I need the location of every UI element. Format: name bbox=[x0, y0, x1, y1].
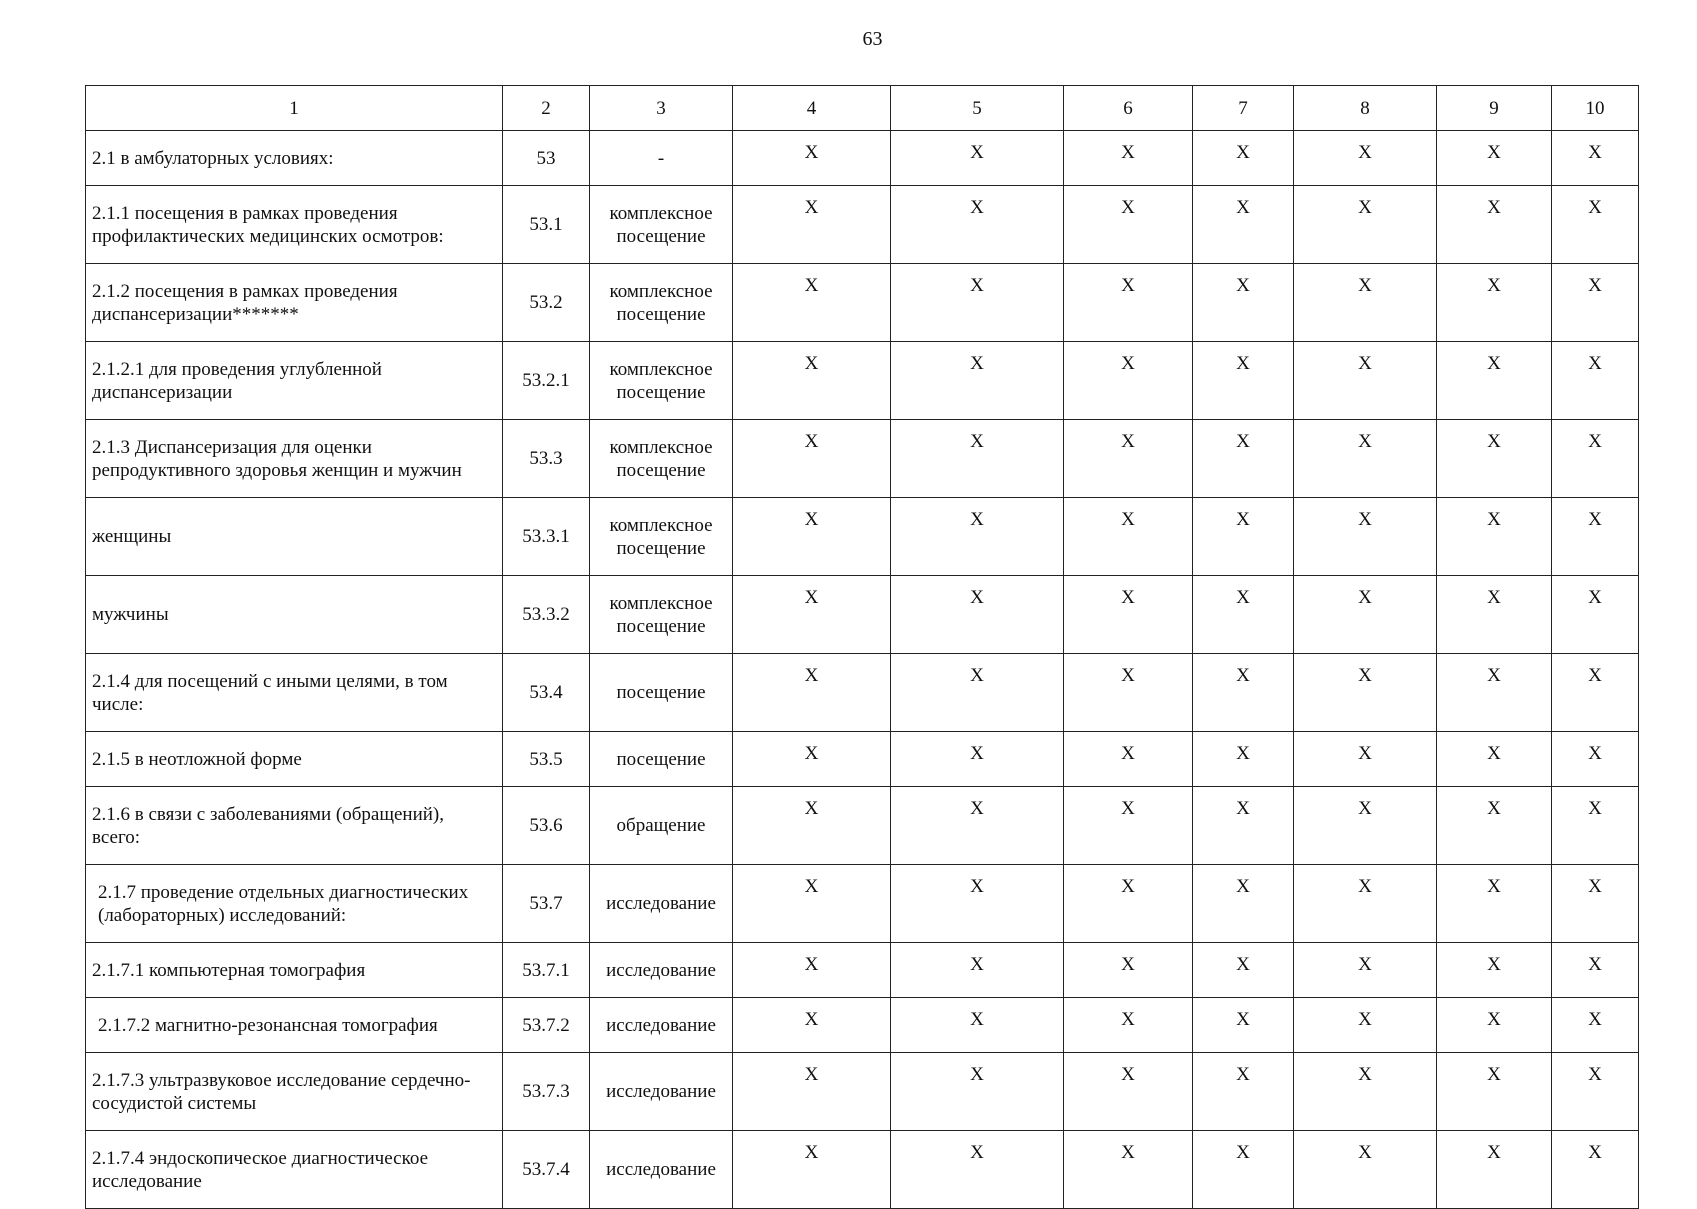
row-mark: X bbox=[1552, 732, 1639, 787]
row-mark: X bbox=[1294, 1131, 1437, 1209]
row-unit: обращение bbox=[590, 787, 733, 865]
row-unit: исследование bbox=[590, 865, 733, 943]
row-mark: X bbox=[1064, 342, 1193, 420]
row-mark: X bbox=[891, 1053, 1064, 1131]
row-mark: X bbox=[1552, 342, 1639, 420]
row-mark: X bbox=[1552, 1053, 1639, 1131]
row-mark: X bbox=[1193, 1131, 1294, 1209]
row-mark: X bbox=[1064, 1053, 1193, 1131]
table-row bbox=[86, 943, 1639, 998]
row-mark: X bbox=[733, 576, 891, 654]
row-unit: исследование bbox=[590, 943, 733, 998]
row-name: 2.1.3 Диспансеризация для оценки репродуктивного здоровья женщин и мужчин bbox=[86, 420, 503, 498]
row-mark: X bbox=[891, 998, 1064, 1053]
row-mark: X bbox=[1193, 732, 1294, 787]
row-mark: X bbox=[1294, 498, 1437, 576]
column-header: 3 bbox=[590, 86, 733, 131]
row-unit: комплексное посещение bbox=[590, 342, 733, 420]
row-code: 53.7 bbox=[503, 865, 590, 943]
row-mark: X bbox=[891, 576, 1064, 654]
row-mark: X bbox=[733, 787, 891, 865]
row-mark: X bbox=[733, 654, 891, 732]
column-header: 1 bbox=[86, 86, 503, 131]
row-unit: комплексное посещение bbox=[590, 264, 733, 342]
row-mark: X bbox=[1193, 498, 1294, 576]
row-mark: X bbox=[1064, 420, 1193, 498]
row-name: 2.1.6 в связи с заболеваниями (обращений), всего: bbox=[86, 787, 503, 865]
row-mark: X bbox=[1064, 732, 1193, 787]
row-mark: X bbox=[1294, 1053, 1437, 1131]
row-name: мужчины bbox=[86, 576, 503, 654]
row-mark: X bbox=[1552, 186, 1639, 264]
table-row bbox=[86, 420, 1639, 498]
row-mark: X bbox=[1193, 787, 1294, 865]
row-mark: X bbox=[1552, 420, 1639, 498]
row-code: 53 bbox=[503, 131, 590, 186]
row-mark: X bbox=[1552, 1131, 1639, 1209]
row-mark: X bbox=[1437, 787, 1552, 865]
row-mark: X bbox=[1294, 186, 1437, 264]
row-code: 53.1 bbox=[503, 186, 590, 264]
row-name: 2.1.2 посещения в рамках проведения диспансеризации******* bbox=[86, 264, 503, 342]
table-row bbox=[86, 576, 1639, 654]
row-mark: X bbox=[891, 865, 1064, 943]
row-mark: X bbox=[1437, 131, 1552, 186]
row-mark: X bbox=[1193, 943, 1294, 998]
row-mark: X bbox=[1552, 943, 1639, 998]
row-mark: X bbox=[1437, 865, 1552, 943]
row-name: 2.1.7.2 магнитно-резонансная томография bbox=[86, 998, 503, 1053]
data-table bbox=[85, 85, 1639, 1209]
row-mark: X bbox=[1294, 998, 1437, 1053]
row-unit: комплексное посещение bbox=[590, 498, 733, 576]
row-name: 2.1.5 в неотложной форме bbox=[86, 732, 503, 787]
row-code: 53.7.3 bbox=[503, 1053, 590, 1131]
row-mark: X bbox=[1552, 498, 1639, 576]
row-unit: комплексное посещение bbox=[590, 420, 733, 498]
row-name: 2.1.4 для посещений с иными целями, в том числе: bbox=[86, 654, 503, 732]
row-code: 53.3.1 bbox=[503, 498, 590, 576]
row-mark: X bbox=[1552, 998, 1639, 1053]
row-name: 2.1.7.4 эндоскопическое диагностическое исследование bbox=[86, 1131, 503, 1209]
row-code: 53.4 bbox=[503, 654, 590, 732]
column-header: 9 bbox=[1437, 86, 1552, 131]
row-mark: X bbox=[891, 732, 1064, 787]
row-mark: X bbox=[1552, 865, 1639, 943]
row-mark: X bbox=[733, 998, 891, 1053]
row-mark: X bbox=[1294, 787, 1437, 865]
row-unit: исследование bbox=[590, 1053, 733, 1131]
table-row bbox=[86, 998, 1639, 1053]
row-code: 53.5 bbox=[503, 732, 590, 787]
row-mark: X bbox=[733, 1053, 891, 1131]
row-mark: X bbox=[1437, 1131, 1552, 1209]
row-mark: X bbox=[733, 342, 891, 420]
row-code: 53.3 bbox=[503, 420, 590, 498]
row-name: 2.1.2.1 для проведения углубленной диспансеризации bbox=[86, 342, 503, 420]
row-mark: X bbox=[1294, 654, 1437, 732]
row-unit: исследование bbox=[590, 1131, 733, 1209]
row-unit: комплексное посещение bbox=[590, 186, 733, 264]
row-name: 2.1.7 проведение отдельных диагностических (лабораторных) исследований: bbox=[86, 865, 503, 943]
row-mark: X bbox=[891, 186, 1064, 264]
row-mark: X bbox=[1294, 420, 1437, 498]
row-mark: X bbox=[733, 186, 891, 264]
row-mark: X bbox=[1064, 998, 1193, 1053]
row-mark: X bbox=[1193, 186, 1294, 264]
row-mark: X bbox=[1294, 943, 1437, 998]
row-mark: X bbox=[891, 498, 1064, 576]
row-mark: X bbox=[1064, 498, 1193, 576]
row-mark: X bbox=[1294, 865, 1437, 943]
row-mark: X bbox=[1294, 576, 1437, 654]
row-mark: X bbox=[1064, 654, 1193, 732]
row-mark: X bbox=[1294, 732, 1437, 787]
row-code: 53.7.1 bbox=[503, 943, 590, 998]
row-mark: X bbox=[1064, 865, 1193, 943]
row-mark: X bbox=[1437, 1053, 1552, 1131]
page-number: 63 bbox=[862, 28, 883, 50]
row-mark: X bbox=[891, 420, 1064, 498]
row-mark: X bbox=[891, 1131, 1064, 1209]
row-mark: X bbox=[1437, 420, 1552, 498]
table-row bbox=[86, 1053, 1639, 1131]
row-name: 2.1.7.3 ультразвуковое исследование сердечно-сосудистой системы bbox=[86, 1053, 503, 1131]
row-mark: X bbox=[733, 264, 891, 342]
row-code: 53.2.1 bbox=[503, 342, 590, 420]
row-mark: X bbox=[733, 943, 891, 998]
row-code: 53.3.2 bbox=[503, 576, 590, 654]
row-mark: X bbox=[1437, 576, 1552, 654]
row-mark: X bbox=[733, 131, 891, 186]
row-code: 53.7.2 bbox=[503, 998, 590, 1053]
row-mark: X bbox=[1193, 865, 1294, 943]
row-mark: X bbox=[1437, 186, 1552, 264]
table-row bbox=[86, 1131, 1639, 1209]
row-mark: X bbox=[1552, 264, 1639, 342]
row-mark: X bbox=[1552, 787, 1639, 865]
row-unit: - bbox=[590, 131, 733, 186]
row-mark: X bbox=[1437, 943, 1552, 998]
row-unit: посещение bbox=[590, 732, 733, 787]
row-name: 2.1.1 посещения в рамках проведения профилактических медицинских осмотров: bbox=[86, 186, 503, 264]
row-mark: X bbox=[891, 131, 1064, 186]
table-row bbox=[86, 654, 1639, 732]
row-mark: X bbox=[1064, 264, 1193, 342]
row-code: 53.2 bbox=[503, 264, 590, 342]
table-row bbox=[86, 264, 1639, 342]
table-row bbox=[86, 131, 1639, 186]
column-header: 6 bbox=[1064, 86, 1193, 131]
row-mark: X bbox=[1294, 342, 1437, 420]
row-mark: X bbox=[1193, 1053, 1294, 1131]
row-mark: X bbox=[1193, 342, 1294, 420]
row-mark: X bbox=[1064, 576, 1193, 654]
row-code: 53.7.4 bbox=[503, 1131, 590, 1209]
row-mark: X bbox=[733, 498, 891, 576]
row-mark: X bbox=[1064, 1131, 1193, 1209]
row-mark: X bbox=[733, 865, 891, 943]
row-mark: X bbox=[1437, 498, 1552, 576]
table-row bbox=[86, 342, 1639, 420]
table-row bbox=[86, 732, 1639, 787]
column-header: 8 bbox=[1294, 86, 1437, 131]
column-header: 5 bbox=[891, 86, 1064, 131]
row-mark: X bbox=[1437, 654, 1552, 732]
column-header: 2 bbox=[503, 86, 590, 131]
row-mark: X bbox=[1064, 131, 1193, 186]
row-mark: X bbox=[1437, 998, 1552, 1053]
row-mark: X bbox=[891, 654, 1064, 732]
row-mark: X bbox=[1552, 654, 1639, 732]
row-unit: исследование bbox=[590, 998, 733, 1053]
column-header: 10 bbox=[1552, 86, 1639, 131]
row-mark: X bbox=[1193, 264, 1294, 342]
row-mark: X bbox=[733, 732, 891, 787]
row-name: 2.1.7.1 компьютерная томография bbox=[86, 943, 503, 998]
row-mark: X bbox=[1294, 264, 1437, 342]
row-mark: X bbox=[891, 264, 1064, 342]
row-mark: X bbox=[891, 787, 1064, 865]
row-mark: X bbox=[1552, 131, 1639, 186]
row-unit: комплексное посещение bbox=[590, 576, 733, 654]
row-mark: X bbox=[891, 342, 1064, 420]
table-row bbox=[86, 865, 1639, 943]
column-header: 7 bbox=[1193, 86, 1294, 131]
row-unit: посещение bbox=[590, 654, 733, 732]
row-mark: X bbox=[1437, 342, 1552, 420]
table-row bbox=[86, 787, 1639, 865]
row-name: женщины bbox=[86, 498, 503, 576]
row-mark: X bbox=[1294, 131, 1437, 186]
table-row bbox=[86, 498, 1639, 576]
row-mark: X bbox=[1437, 732, 1552, 787]
row-mark: X bbox=[1064, 943, 1193, 998]
row-mark: X bbox=[733, 420, 891, 498]
row-mark: X bbox=[1193, 654, 1294, 732]
row-mark: X bbox=[1193, 998, 1294, 1053]
row-mark: X bbox=[1193, 420, 1294, 498]
row-mark: X bbox=[1552, 576, 1639, 654]
column-header: 4 bbox=[733, 86, 891, 131]
row-mark: X bbox=[733, 1131, 891, 1209]
table-row bbox=[86, 186, 1639, 264]
row-name: 2.1 в амбулаторных условиях: bbox=[86, 131, 503, 186]
row-mark: X bbox=[1064, 186, 1193, 264]
header-row bbox=[86, 86, 1639, 131]
row-mark: X bbox=[1064, 787, 1193, 865]
row-mark: X bbox=[1437, 264, 1552, 342]
row-code: 53.6 bbox=[503, 787, 590, 865]
row-mark: X bbox=[891, 943, 1064, 998]
row-mark: X bbox=[1193, 576, 1294, 654]
row-mark: X bbox=[1193, 131, 1294, 186]
